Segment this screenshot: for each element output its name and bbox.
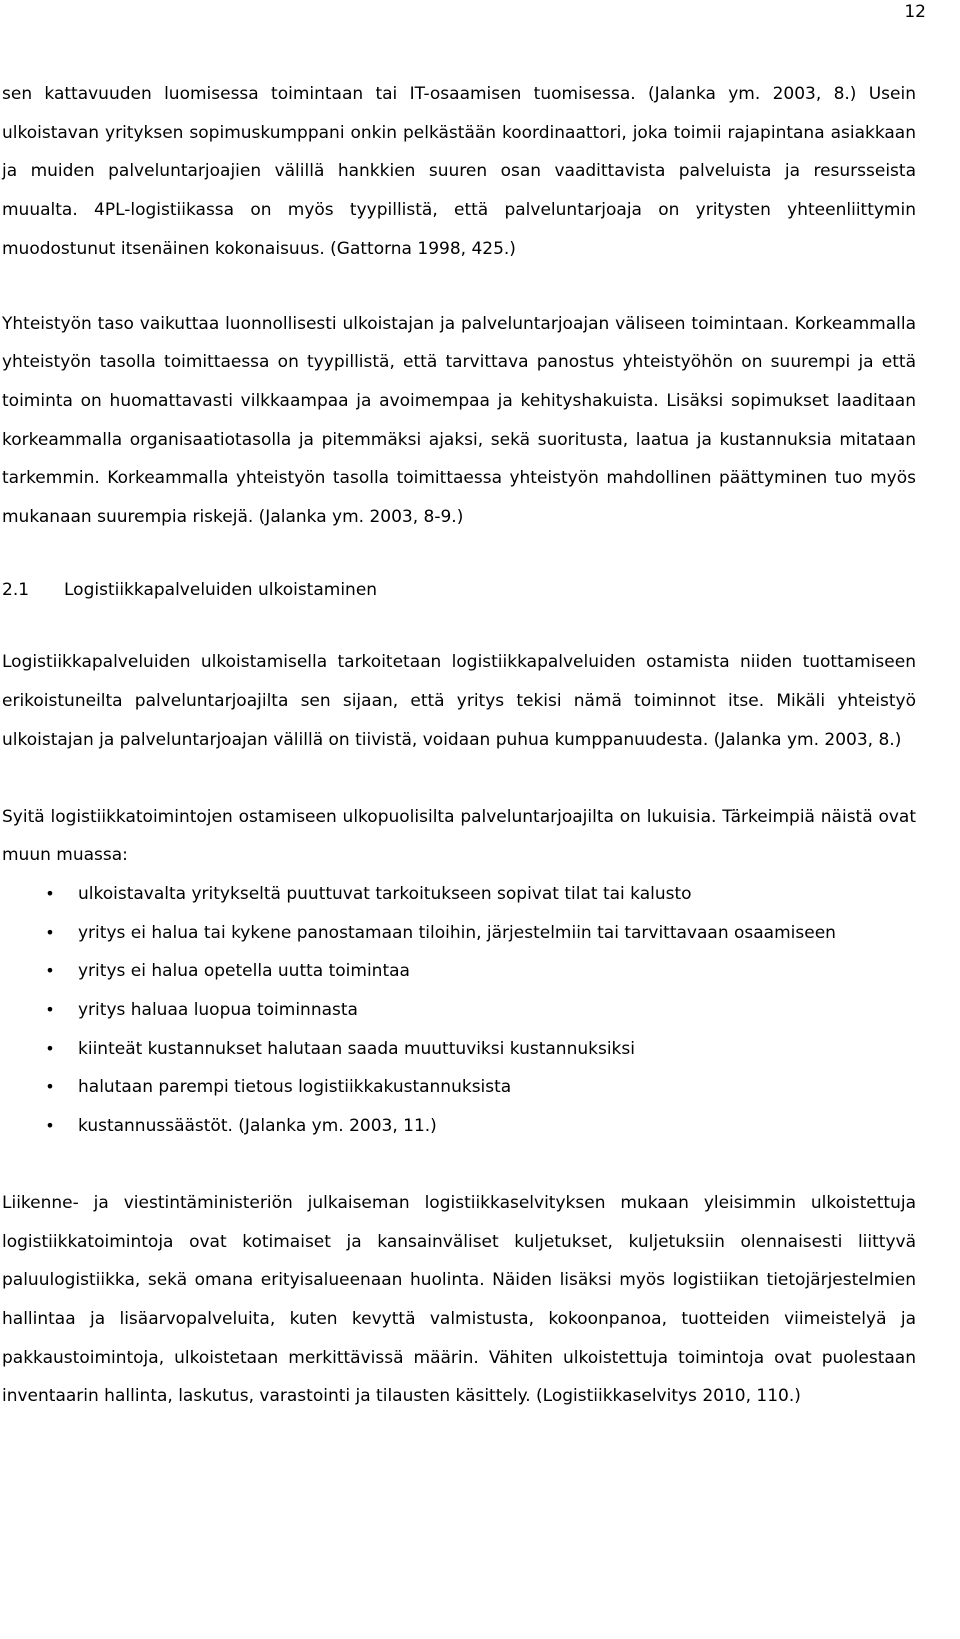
- bullet-dot-icon: •: [45, 1116, 55, 1136]
- list-item: [2, 1068, 916, 1107]
- body-text: [2, 75, 916, 1416]
- list-item: [2, 1107, 916, 1146]
- list-item-text: ulkoistavalta yritykseltä puuttuvat tarkoitukseen sopivat tilat tai kalusto: [78, 883, 692, 904]
- paragraph-1: sen kattavuuden luomisessa toimintaan tai IT-osaamisen tuomisessa. (Jalanka ym. 2003, 8.) Usein ulkoistavan yrityksen sopimuskumppani onkin pelkästään koordinaattori, joka toimii rajapintana asiakkaan ja muiden palveluntarjoajien välillä hankkien suuren osan vaadittavista palveluista ja resursseista muualta. 4PL-logistiikassa on myös tyypillistä, että palveluntarjoaja on yritysten yhteenliittymin muodostunut itsenäinen kokonaisuus. (Gattorna 1998, 425.): [2, 84, 916, 259]
- list-item-text: yritys ei halua opetella uutta toimintaa: [78, 961, 410, 982]
- list-item: [2, 991, 916, 1030]
- paragraph-3: Logistiikkapalveluiden ulkoistamisella tarkoitetaan logistiikkapalveluiden ostamista niiden tuottamiseen erikoistuneilta palveluntarjoajilta sen sijaan, että yritys tekisi nämä toiminnot itse. Mikäli yhteistyö ulkoistajan ja palveluntarjoajan välillä on tiivistä, voidaan puhua kumppanuudesta. (Jalanka ym. 2003, 8.): [2, 652, 916, 750]
- bullet-dot-icon: •: [45, 1077, 55, 1097]
- list-item: [2, 914, 916, 953]
- paragraph-5: Liikenne- ja viestintäministeriön julkaiseman logistiikkaselvityksen mukaan yleisimmin ulkoistettuja logistiikkatoimintoja ovat kotimaiset ja kansainväliset kuljetukset, kuljetuksiin olennaisesti liittyvä paluulogistiikka, sekä omana erityisalueenaan huolinta. Näiden lisäksi myös logistiikan tietojärjestelmien hallintaa ja lisäarvopalveluita, kuten kevyttä valmistusta, kokoonpanoa, tuotteiden viimeistelyä ja pakkaustoimintoja, ulkoistetaan merkittävissä määrin. Vähiten ulkoistettuja toimintoja ovat puolestaan inventaarin hallinta, laskutus, varastointi ja tilausten käsittely. (Logistiikkaselvitys 2010, 110.): [2, 1192, 916, 1407]
- list-item-text: yritys ei halua tai kykene panostamaan tiloihin, järjestelmiin tai tarvittavaan osaamiseen: [78, 922, 836, 943]
- paragraph-4: Syitä logistiikkatoimintojen ostamiseen ulkopuolisilta palveluntarjoajilta on lukuisia. Tärkeimpiä näistä ovat muun muassa:: [2, 806, 916, 866]
- list-item-text: halutaan parempi tietous logistiikkakustannuksista: [78, 1077, 512, 1098]
- bullet-dot-icon: •: [45, 961, 55, 981]
- section-heading: [2, 571, 916, 610]
- bullet-dot-icon: •: [45, 1000, 55, 1020]
- reasons-list: [2, 875, 916, 1146]
- list-item-text: yritys haluaa luopua toiminnasta: [78, 1000, 358, 1021]
- list-item: [2, 952, 916, 991]
- list-item: [2, 875, 916, 914]
- section-title: Logistiikkapalveluiden ulkoistaminen: [64, 579, 378, 600]
- paragraph-2: Yhteistyön taso vaikuttaa luonnollisesti ulkoistajan ja palveluntarjoajan väliseen toimintaan. Korkeammalla yhteistyön tasolla toimittaessa on tyypillistä, että tarvittava panostus yhteistyöhön on suurempi ja että toiminta on huomattavasti vilkkaampaa ja avoimempaa ja kehityshakuista. Lisäksi sopimukset laaditaan korkeammalla organisaatiotasolla ja pitemmäksi ajaksi, sekä suoritusta, laatua ja kustannuksia mitataan tarkemmin. Korkeammalla yhteistyön tasolla toimittaessa yhteistyön mahdollinen päättyminen tuo myös mukanaan suurempia riskejä. (Jalanka ym. 2003, 8-9.): [2, 313, 916, 528]
- bullet-dot-icon: •: [45, 1038, 55, 1058]
- bullet-dot-icon: •: [45, 883, 55, 903]
- list-item-text: kustannussäästöt. (Jalanka ym. 2003, 11.): [78, 1116, 437, 1137]
- list-item-text: kiinteät kustannukset halutaan saada muuttuviksi kustannuksiksi: [78, 1038, 635, 1059]
- page-number: 12: [904, 2, 926, 22]
- section-number: 2.1: [2, 579, 30, 600]
- list-item: [2, 1030, 916, 1069]
- bullet-dot-icon: •: [45, 922, 55, 942]
